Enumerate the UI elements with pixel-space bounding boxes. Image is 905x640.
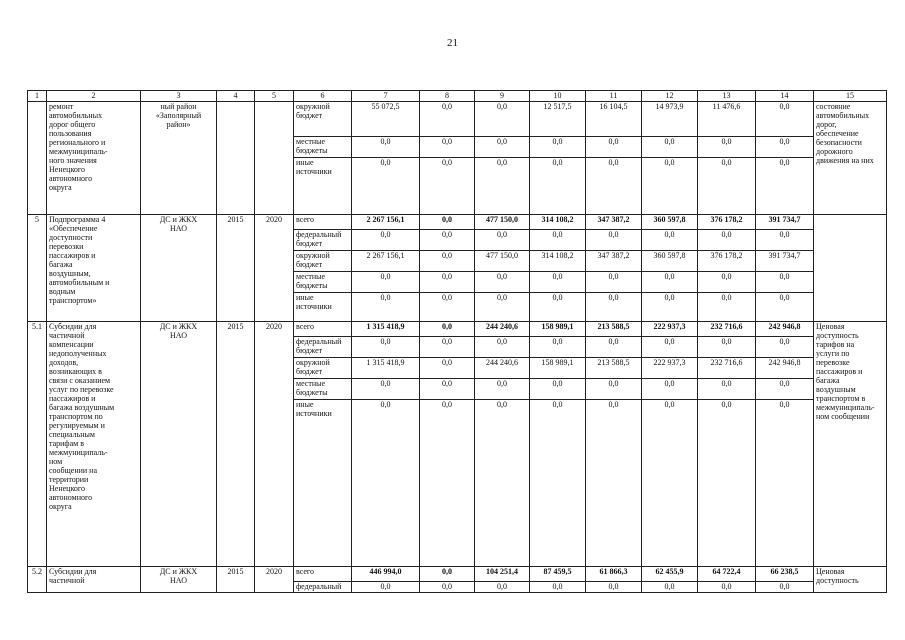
amount-cell: 0,0: [352, 379, 420, 400]
amount-cell: 222 937,3: [642, 358, 698, 379]
amount-cell: 0,0: [756, 230, 814, 251]
amount-cell: 477 150,0: [475, 251, 530, 272]
amount-cell: 0,0: [698, 400, 756, 567]
amount-cell: 158 989,1: [530, 358, 586, 379]
amount-cell: 62 455,9: [642, 567, 698, 582]
amount-cell: 391 734,7: [756, 251, 814, 272]
amount-cell: 0,0: [475, 158, 530, 215]
funding-source: иные источники: [294, 400, 352, 567]
amount-cell: 0,0: [420, 293, 475, 322]
measure-name: ремонт автомобильных дорог общего пользования регионального и межмуниципаль- ного значения Ненецкого автономного округа: [47, 102, 141, 215]
amount-cell: 0,0: [586, 337, 642, 358]
measure-name: Субсидии для частичной компенсации недополученных доходов, возникающих в связи с оказанием услуг по перевозке пассажиров и багажа воздушным транспортом по регулируемым и специальным тарифам в межмуниципаль- ном сообщении на территории Ненецкого автономного округа: [47, 322, 141, 567]
expected-result: Ценовая доступность тарифов на услуги по перевозке пассажиров и багажа воздушным транспортом в межмуниципаль- ном сообщении: [814, 322, 887, 567]
end-year: [255, 102, 294, 215]
amount-cell: 0,0: [420, 215, 475, 230]
table-row: [28, 567, 887, 582]
amount-cell: 0,0: [420, 567, 475, 582]
amount-cell: 0,0: [586, 293, 642, 322]
amount-cell: 0,0: [475, 293, 530, 322]
amount-cell: 0,0: [642, 272, 698, 293]
amount-cell: 376 178,2: [698, 251, 756, 272]
row-number: [28, 102, 47, 215]
amount-cell: 0,0: [586, 582, 642, 593]
amount-cell: 0,0: [352, 400, 420, 567]
amount-cell: 0,0: [420, 322, 475, 337]
measure-name: Подпрограмма 4 «Обеспечение доступности перевозки пассажиров и багажа воздушным, автомобильным и водным транспортом»: [47, 215, 141, 322]
amount-cell: 0,0: [756, 337, 814, 358]
amount-cell: 66 238,5: [756, 567, 814, 582]
end-year: 2020: [255, 322, 294, 567]
column-header-15: 15: [814, 91, 887, 102]
amount-cell: 0,0: [642, 293, 698, 322]
header-row: [28, 91, 887, 102]
column-header-4: 4: [217, 91, 255, 102]
start-year: 2015: [217, 322, 255, 567]
funding-source: федеральный бюджет: [294, 337, 352, 358]
amount-cell: 61 866,3: [586, 567, 642, 582]
amount-cell: 347 387,2: [586, 215, 642, 230]
amount-cell: 0,0: [420, 251, 475, 272]
amount-cell: 0,0: [586, 272, 642, 293]
column-header-9: 9: [475, 91, 530, 102]
amount-cell: 0,0: [475, 102, 530, 137]
column-header-8: 8: [420, 91, 475, 102]
amount-cell: 0,0: [642, 158, 698, 215]
amount-cell: 0,0: [586, 379, 642, 400]
amount-cell: 0,0: [642, 137, 698, 158]
measure-name: Субсидии для частичной: [47, 567, 141, 593]
column-header-13: 13: [698, 91, 756, 102]
amount-cell: 242 946,8: [756, 322, 814, 337]
amount-cell: 213 588,5: [586, 322, 642, 337]
column-header-1: 1: [28, 91, 47, 102]
amount-cell: 446 994,0: [352, 567, 420, 582]
amount-cell: 0,0: [420, 400, 475, 567]
page-number: 21: [447, 37, 458, 49]
amount-cell: 0,0: [756, 400, 814, 567]
amount-cell: 477 150,0: [475, 215, 530, 230]
executor: ДС и ЖКХ НАО: [141, 322, 217, 567]
row-number: 5: [28, 215, 47, 322]
amount-cell: 0,0: [698, 272, 756, 293]
amount-cell: 360 597,8: [642, 251, 698, 272]
column-header-11: 11: [586, 91, 642, 102]
amount-cell: 242 946,8: [756, 358, 814, 379]
amount-cell: 0,0: [530, 293, 586, 322]
table-row: [28, 102, 887, 137]
amount-cell: 0,0: [756, 158, 814, 215]
funding-source: местные бюджеты: [294, 379, 352, 400]
column-header-5: 5: [255, 91, 294, 102]
amount-cell: 14 973,9: [642, 102, 698, 137]
amount-cell: 0,0: [530, 230, 586, 251]
amount-cell: 314 108,2: [530, 251, 586, 272]
amount-cell: 347 387,2: [586, 251, 642, 272]
table-row: [28, 322, 887, 337]
amount-cell: 0,0: [475, 272, 530, 293]
funding-source: федеральный бюджет: [294, 230, 352, 251]
amount-cell: 87 459,5: [530, 567, 586, 582]
amount-cell: 0,0: [756, 137, 814, 158]
amount-cell: 0,0: [475, 337, 530, 358]
amount-cell: 2 267 156,1: [352, 251, 420, 272]
start-year: [217, 102, 255, 215]
expected-result: Ценовая доступность: [814, 567, 887, 593]
funding-source: иные источники: [294, 293, 352, 322]
amount-cell: 0,0: [756, 272, 814, 293]
amount-cell: 0,0: [698, 230, 756, 251]
amount-cell: 0,0: [475, 582, 530, 593]
amount-cell: 0,0: [475, 379, 530, 400]
amount-cell: 0,0: [475, 137, 530, 158]
amount-cell: 0,0: [420, 230, 475, 251]
amount-cell: 0,0: [352, 158, 420, 215]
amount-cell: 0,0: [352, 337, 420, 358]
row-number: 5.1: [28, 322, 47, 567]
amount-cell: 0,0: [586, 158, 642, 215]
amount-cell: 0,0: [475, 400, 530, 567]
amount-cell: 1 315 418,9: [352, 358, 420, 379]
amount-cell: 0,0: [698, 137, 756, 158]
amount-cell: 0,0: [756, 582, 814, 593]
amount-cell: 0,0: [642, 582, 698, 593]
amount-cell: 0,0: [420, 137, 475, 158]
funding-source: окружной бюджет: [294, 358, 352, 379]
amount-cell: 12 517,5: [530, 102, 586, 137]
funding-source: иные источники: [294, 158, 352, 215]
amount-cell: 391 734,7: [756, 215, 814, 230]
funding-source: федеральный: [294, 582, 352, 593]
funding-source: всего: [294, 215, 352, 230]
amount-cell: 0,0: [698, 158, 756, 215]
funding-source: окружной бюджет: [294, 102, 352, 137]
column-header-10: 10: [530, 91, 586, 102]
funding-source: местные бюджеты: [294, 137, 352, 158]
start-year: 2015: [217, 567, 255, 593]
amount-cell: 0,0: [530, 582, 586, 593]
funding-source: местные бюджеты: [294, 272, 352, 293]
amount-cell: 0,0: [352, 230, 420, 251]
start-year: 2015: [217, 215, 255, 322]
amount-cell: 0,0: [530, 158, 586, 215]
amount-cell: 104 251,4: [475, 567, 530, 582]
executor: ДС и ЖКХ НАО: [141, 567, 217, 593]
amount-cell: 0,0: [642, 379, 698, 400]
amount-cell: 0,0: [420, 272, 475, 293]
amount-cell: 2 267 156,1: [352, 215, 420, 230]
amount-cell: 376 178,2: [698, 215, 756, 230]
program-financing-table: [27, 90, 887, 593]
amount-cell: 0,0: [530, 379, 586, 400]
amount-cell: 232 716,6: [698, 358, 756, 379]
column-header-7: 7: [352, 91, 420, 102]
amount-cell: 0,0: [642, 400, 698, 567]
amount-cell: 11 476,6: [698, 102, 756, 137]
column-header-2: 2: [47, 91, 141, 102]
amount-cell: 0,0: [756, 102, 814, 137]
executor: ный район «Заполярный район»: [141, 102, 217, 215]
amount-cell: 0,0: [530, 337, 586, 358]
amount-cell: 0,0: [420, 379, 475, 400]
amount-cell: 0,0: [420, 158, 475, 215]
amount-cell: 0,0: [698, 337, 756, 358]
amount-cell: 0,0: [586, 230, 642, 251]
amount-cell: 0,0: [352, 293, 420, 322]
amount-cell: 0,0: [352, 137, 420, 158]
amount-cell: 0,0: [420, 102, 475, 137]
amount-cell: 0,0: [698, 379, 756, 400]
amount-cell: 0,0: [642, 230, 698, 251]
expected-result: [814, 215, 887, 322]
amount-cell: 1 315 418,9: [352, 322, 420, 337]
amount-cell: 0,0: [420, 582, 475, 593]
amount-cell: 0,0: [756, 293, 814, 322]
funding-source: окружной бюджет: [294, 251, 352, 272]
column-header-12: 12: [642, 91, 698, 102]
amount-cell: 0,0: [352, 582, 420, 593]
column-header-14: 14: [756, 91, 814, 102]
amount-cell: 0,0: [698, 293, 756, 322]
executor: ДС и ЖКХ НАО: [141, 215, 217, 322]
column-header-3: 3: [141, 91, 217, 102]
amount-cell: 64 722,4: [698, 567, 756, 582]
expected-result: состояние автомобильных дорог, обеспечение безопасности дорожного движения на них: [814, 102, 887, 215]
funding-source: всего: [294, 322, 352, 337]
amount-cell: 314 108,2: [530, 215, 586, 230]
amount-cell: 55 072,5: [352, 102, 420, 137]
amount-cell: 0,0: [586, 400, 642, 567]
amount-cell: 232 716,6: [698, 322, 756, 337]
amount-cell: 0,0: [698, 582, 756, 593]
amount-cell: 0,0: [530, 272, 586, 293]
amount-cell: 0,0: [420, 358, 475, 379]
amount-cell: 360 597,8: [642, 215, 698, 230]
amount-cell: 0,0: [642, 337, 698, 358]
amount-cell: 244 240,6: [475, 322, 530, 337]
amount-cell: 0,0: [475, 230, 530, 251]
amount-cell: 0,0: [586, 137, 642, 158]
amount-cell: 16 104,5: [586, 102, 642, 137]
funding-source: всего: [294, 567, 352, 582]
table-row: [28, 215, 887, 230]
end-year: 2020: [255, 215, 294, 322]
end-year: 2020: [255, 567, 294, 593]
row-number: 5.2: [28, 567, 47, 593]
column-header-6: 6: [294, 91, 352, 102]
amount-cell: 0,0: [530, 137, 586, 158]
amount-cell: 244 240,6: [475, 358, 530, 379]
amount-cell: 0,0: [352, 272, 420, 293]
amount-cell: 222 937,3: [642, 322, 698, 337]
amount-cell: 213 588,5: [586, 358, 642, 379]
amount-cell: 158 989,1: [530, 322, 586, 337]
amount-cell: 0,0: [420, 337, 475, 358]
amount-cell: 0,0: [756, 379, 814, 400]
amount-cell: 0,0: [530, 400, 586, 567]
